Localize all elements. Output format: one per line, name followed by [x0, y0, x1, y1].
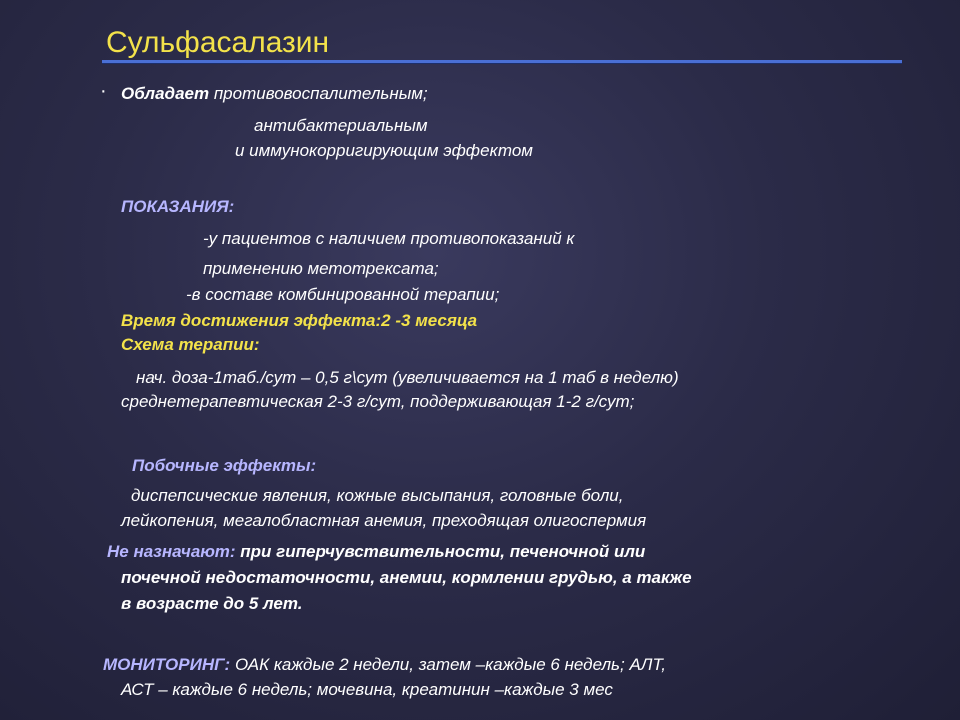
indications-line-1: -у пациентов с наличием противопоказаний к — [203, 229, 575, 248]
title-divider — [102, 60, 902, 63]
contraindications-line-3: в возрасте до 5 лет. — [121, 594, 303, 613]
slide-title: Сульфасалазин — [106, 26, 330, 59]
scheme-heading: Схема терапии: — [121, 335, 260, 354]
monitoring-label: МОНИТОРИНГ: — [103, 655, 231, 674]
properties-line-1 — [121, 84, 428, 104]
monitoring-line-1-rest: ОАК каждые 2 недели, затем –каждые 6 недель; АЛТ, — [230, 655, 667, 674]
contraindications-line-1-rest: при гиперчувствительности, печеночной или — [235, 542, 646, 561]
onset-time: Время достижения эффекта:2 -3 месяца — [121, 311, 478, 330]
side-effects-line-2: лейкопения, мегалобластная анемия, преходящая олигоспермия — [121, 511, 647, 530]
monitoring-line-2: АСТ – каждые 6 недель; мочевина, креатинин –каждые 3 мес — [121, 680, 613, 699]
properties-line-3: и иммунокорригирующим эффектом — [235, 141, 533, 160]
properties-line-2: антибактериальным — [254, 116, 428, 135]
scheme-line-2: среднетерапевтическая 2-3 г/сут, поддерживающая 1-2 г/сут; — [121, 392, 635, 411]
contraindications-line-1 — [107, 542, 645, 562]
properties-line-1-rest: противовоспалительным; — [209, 84, 428, 103]
indications-line-2: применению метотрексата; — [203, 259, 439, 278]
scheme-line-1: нач. доза-1таб./сут – 0,5 г\сут (увеличивается на 1 таб в неделю) — [136, 368, 679, 387]
contraindications-label: Не назначают: — [107, 542, 236, 561]
bullet-marker: · — [100, 80, 107, 102]
indications-line-3: -в составе комбинированной терапии; — [186, 285, 500, 304]
monitoring-line-1 — [103, 655, 666, 675]
properties-lead: Обладает — [121, 84, 210, 103]
side-effects-heading: Побочные эффекты: — [132, 456, 317, 475]
indications-heading: ПОКАЗАНИЯ: — [121, 197, 235, 216]
side-effects-line-1: диспепсические явления, кожные высыпания, головные боли, — [131, 486, 624, 505]
contraindications-line-2: почечной недостаточности, анемии, кормлении грудью, а также — [121, 568, 692, 587]
